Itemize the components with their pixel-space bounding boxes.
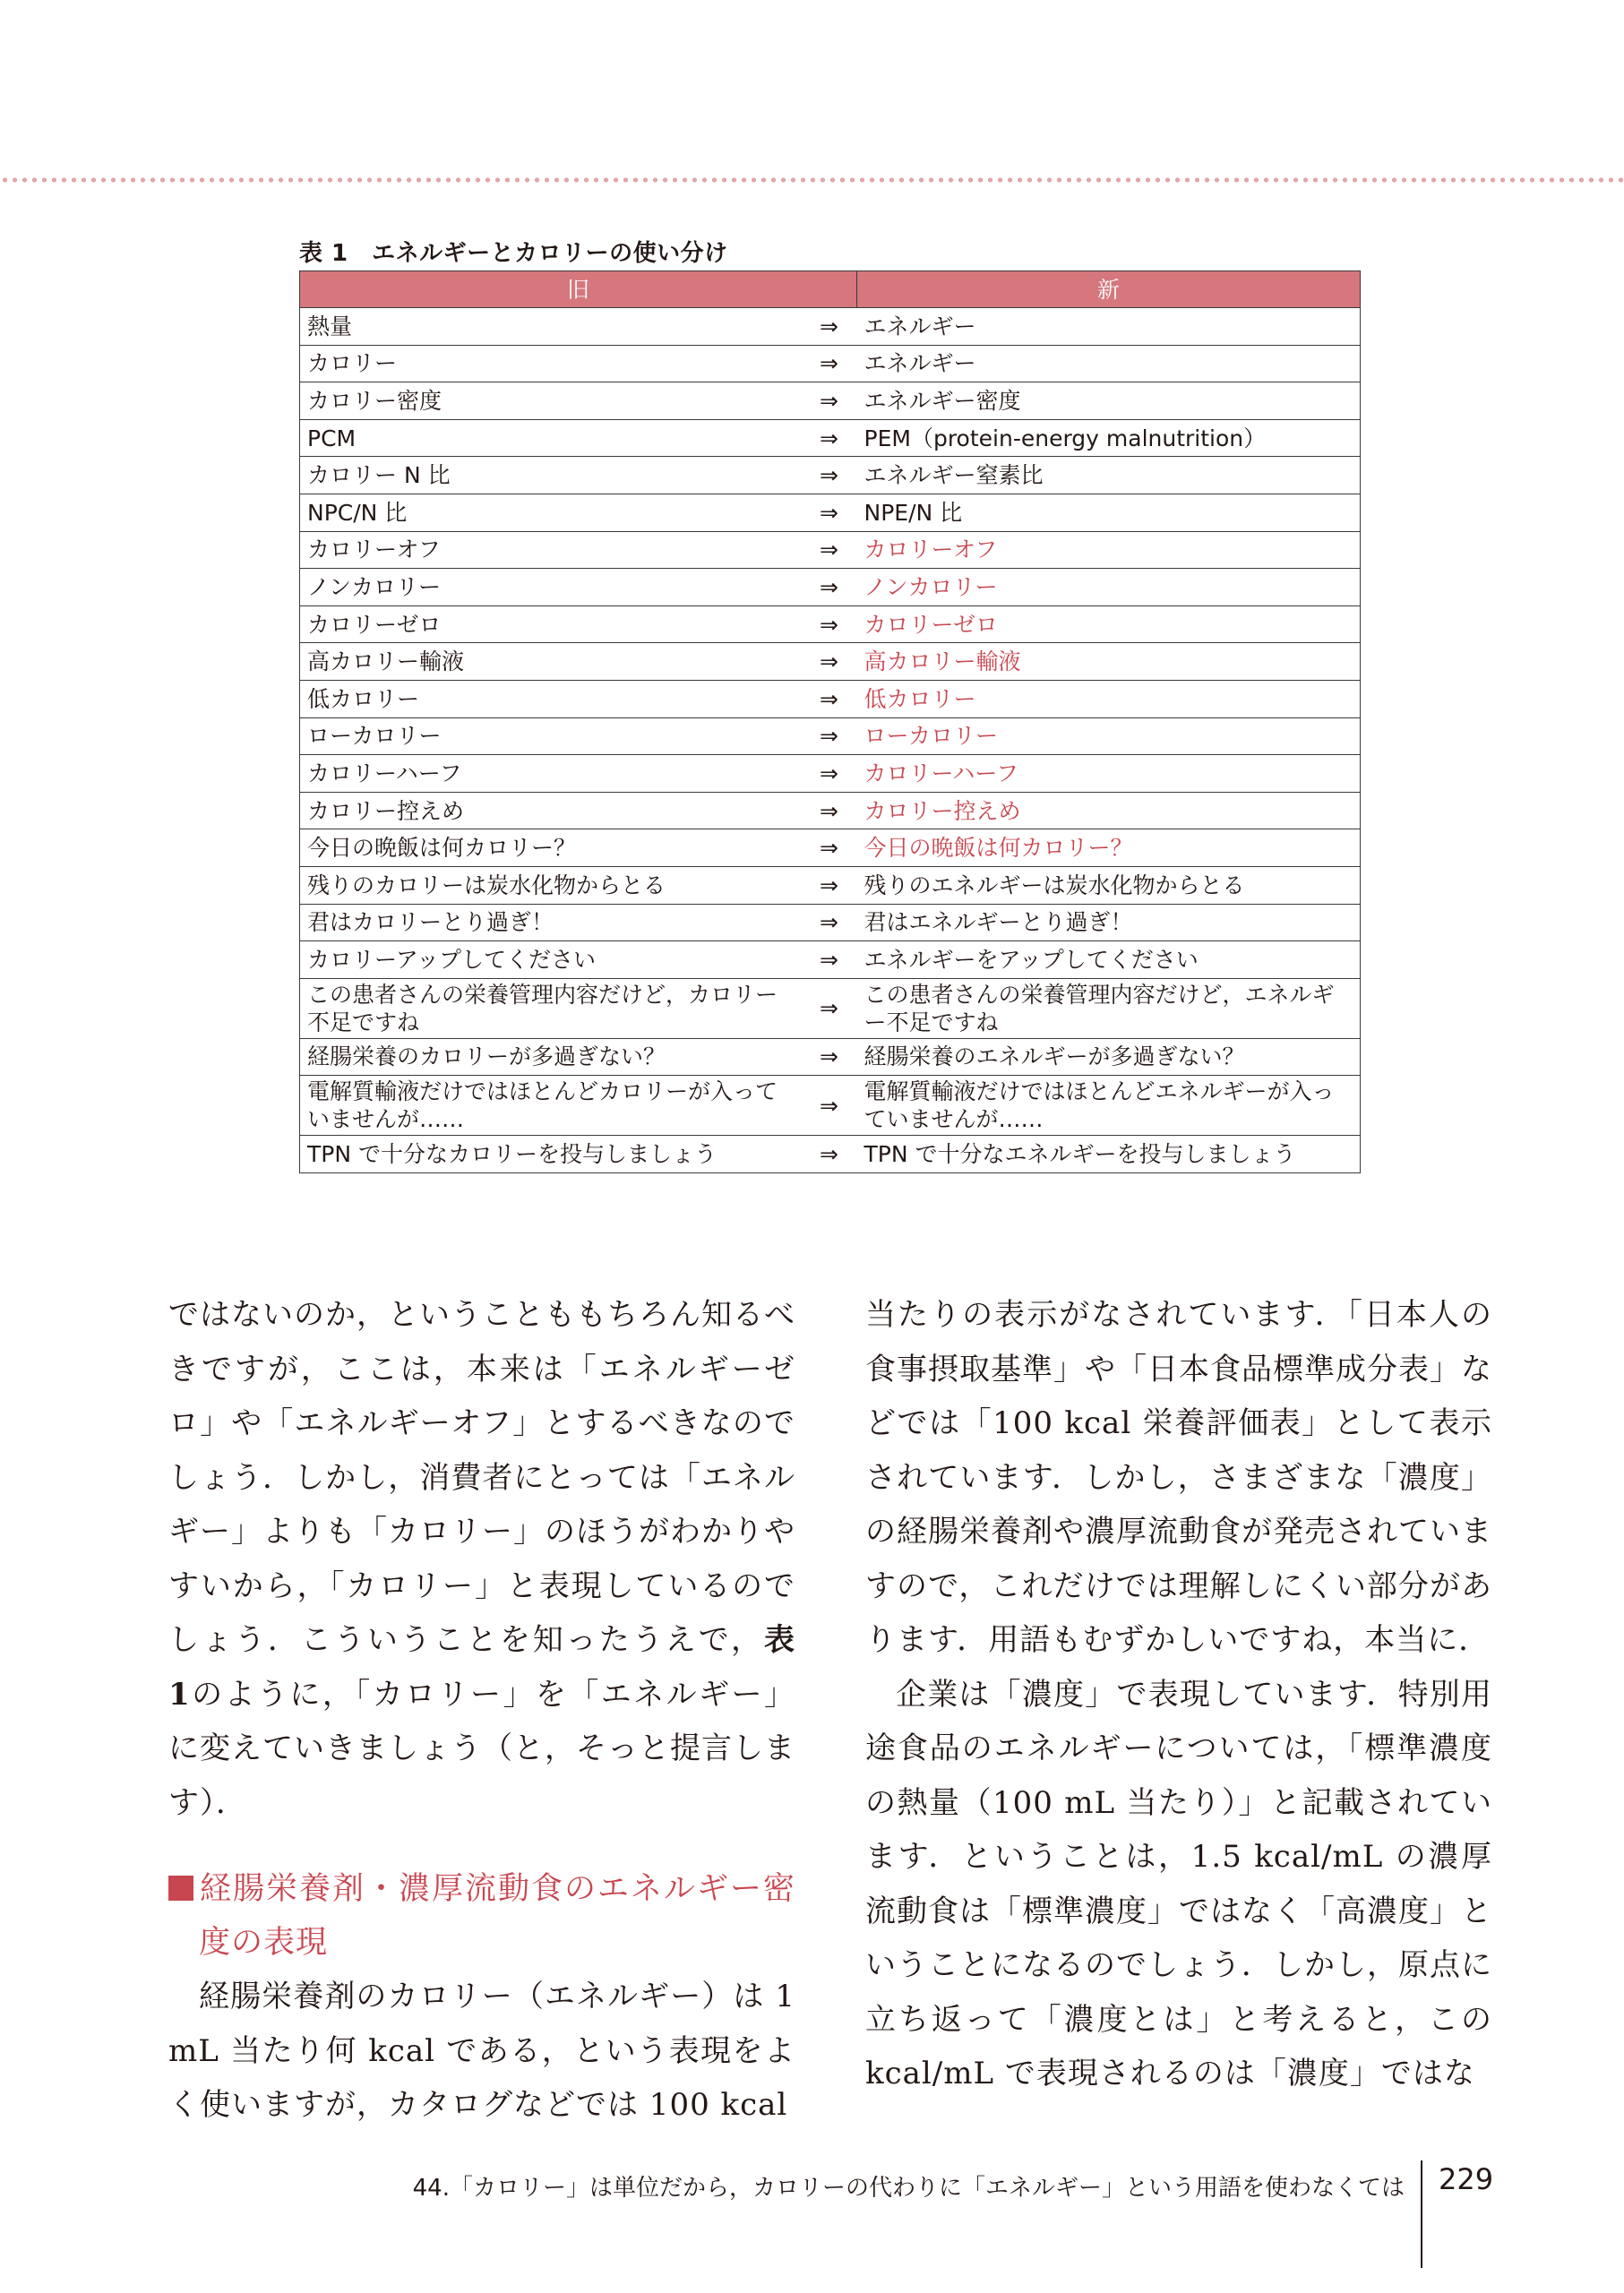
cell-old: カロリーハーフ	[300, 755, 802, 793]
cell-new: エネルギー	[857, 345, 1361, 382]
header-new: 新	[857, 271, 1361, 308]
section-heading	[168, 1862, 795, 1970]
cell-old: 経腸栄養のカロリーが多過ぎない？	[300, 1038, 802, 1076]
cell-old: 電解質輸液だけではほとんどカロリーが入っていませんが……	[300, 1076, 802, 1136]
cell-new: 今日の晩飯は何カロリー？	[857, 829, 1361, 867]
arrow-icon: ⇒	[802, 345, 857, 382]
cell-new: ノンカロリー	[857, 569, 1361, 606]
cell-old: ローカロリー	[300, 717, 802, 755]
cell-old: NPC/N 比	[300, 494, 802, 531]
cell-new: ローカロリー	[857, 717, 1361, 755]
cell-new: エネルギー	[857, 308, 1361, 346]
table-row	[300, 829, 1361, 867]
dotted-rule	[0, 177, 1624, 183]
cell-old: 君はカロリーとり過ぎ！	[300, 904, 802, 941]
square-bullet-icon	[168, 1876, 193, 1901]
arrow-icon: ⇒	[802, 755, 857, 793]
table-row	[300, 941, 1361, 979]
table-row	[300, 1076, 1361, 1136]
cell-new: エネルギー窒素比	[857, 457, 1361, 494]
paragraph: 企業は「濃度」で表現しています．特別用途食品のエネルギーについては，「標準濃度の熱量（100 mL 当たり）」と記載されています．ということは，1.5 kcal/mL の濃厚流動食は「標準濃度」ではなく「高濃度」ということになるのでしょう．しかし，原点に立ち返って「濃度とは」と考えると，この kcal/mL で表現されるのは「濃度」ではな	[865, 1676, 1492, 2091]
cell-old: 残りのカロリーは炭水化物からとる	[300, 866, 802, 904]
cell-new: 低カロリー	[857, 680, 1361, 717]
arrow-icon: ⇒	[802, 829, 857, 867]
arrow-icon: ⇒	[802, 941, 857, 979]
cell-new: 高カロリー輸液	[857, 643, 1361, 681]
cell-new: エネルギー密度	[857, 382, 1361, 420]
paragraph: 経腸栄養剤のカロリー（エネルギー）は 1 mL 当たり何 kcal である，という表現をよく使いますが，カタログなどでは 100 kcal	[168, 1979, 795, 2123]
cell-new: TPN で十分なエネルギーを投与しましょう	[857, 1136, 1361, 1173]
arrow-icon: ⇒	[802, 904, 857, 941]
arrow-icon: ⇒	[802, 792, 857, 829]
cell-old: 高カロリー輸液	[300, 643, 802, 681]
table-row	[300, 1136, 1361, 1173]
cell-new: 電解質輸液だけではほとんどエネルギーが入っていませんが……	[857, 1076, 1361, 1136]
left-column	[168, 1288, 795, 2133]
header-old: 旧	[300, 271, 857, 308]
table-row	[300, 1038, 1361, 1076]
table-body	[300, 308, 1361, 1173]
cell-new: NPE/N 比	[857, 494, 1361, 531]
table-row	[300, 904, 1361, 941]
table-row	[300, 866, 1361, 904]
table-row	[300, 531, 1361, 569]
arrow-icon: ⇒	[802, 866, 857, 904]
cell-new: この患者さんの栄養管理内容だけど，エネルギー不足ですね	[857, 978, 1361, 1038]
paragraph: 当たりの表示がなされています．「日本人の食事摂取基準」や「日本食品標準成分表」などでは「100 kcal 栄養評価表」として表示されています．しかし，さまざまな「濃度」の経腸栄養剤や濃厚流動食が発売されていますので，これだけでは理解しにくい部分があります．用語もむずかしいですね，本当に．	[865, 1297, 1492, 1658]
right-column	[865, 1288, 1492, 2101]
running-footer: 44.「カロリー」は単位だから，カロリーの代わりに「エネルギー」という用語を使わなくては	[412, 2175, 1405, 2202]
cell-new: カロリー控えめ	[857, 792, 1361, 829]
table-row	[300, 308, 1361, 346]
cell-old: ノンカロリー	[300, 569, 802, 606]
cell-new: カロリーオフ	[857, 531, 1361, 569]
cell-old: 低カロリー	[300, 680, 802, 717]
page-number: 229	[1439, 2162, 1494, 2196]
table-row	[300, 717, 1361, 755]
arrow-icon: ⇒	[802, 605, 857, 643]
footer-divider	[1421, 2160, 1422, 2268]
arrow-icon: ⇒	[802, 1076, 857, 1136]
table-row	[300, 345, 1361, 382]
cell-new: カロリーゼロ	[857, 605, 1361, 643]
cell-old: PCM	[300, 419, 802, 457]
cell-old: カロリー N 比	[300, 457, 802, 494]
paragraph	[168, 1288, 795, 1830]
paragraph-text: のように，「カロリー」を「エネルギー」に変えていきましょう（と，そっと提言します）．	[168, 1676, 795, 1821]
cell-new: PEM（protein-energy malnutrition）	[857, 419, 1361, 457]
arrow-icon: ⇒	[802, 457, 857, 494]
table-row	[300, 494, 1361, 531]
arrow-icon: ⇒	[802, 1136, 857, 1173]
cell-old: カロリーアップしてください	[300, 941, 802, 979]
arrow-icon: ⇒	[802, 643, 857, 681]
arrow-icon: ⇒	[802, 1038, 857, 1076]
table-header-row	[300, 271, 1361, 308]
cell-old: カロリーゼロ	[300, 605, 802, 643]
cell-new: エネルギーをアップしてください	[857, 941, 1361, 979]
cell-new: 経腸栄養のエネルギーが多過ぎない？	[857, 1038, 1361, 1076]
table-row	[300, 382, 1361, 420]
cell-old: カロリーオフ	[300, 531, 802, 569]
cell-new: 残りのエネルギーは炭水化物からとる	[857, 866, 1361, 904]
paragraph-text: ではないのか，ということももちろん知るべきですが，ここは，本来は「エネルギーゼロ」や「エネルギーオフ」とするべきなのでしょう．しかし，消費者にとっては「エネルギー」よりも「カロリー」のほうがわかりやすいから，「カロリー」と表現しているのでしょう．こういうことを知ったうえで，	[168, 1297, 795, 1658]
energy-calorie-table	[299, 271, 1361, 1173]
arrow-icon: ⇒	[802, 717, 857, 755]
cell-old: カロリー控えめ	[300, 792, 802, 829]
table-row	[300, 457, 1361, 494]
table-ref: 表 1	[168, 1622, 795, 1713]
arrow-icon: ⇒	[802, 569, 857, 606]
arrow-icon: ⇒	[802, 308, 857, 346]
arrow-icon: ⇒	[802, 494, 857, 531]
arrow-icon: ⇒	[802, 680, 857, 717]
table-row	[300, 643, 1361, 681]
arrow-icon: ⇒	[802, 382, 857, 420]
table-row	[300, 792, 1361, 829]
table-row	[300, 680, 1361, 717]
cell-old: カロリー密度	[300, 382, 802, 420]
table-row	[300, 978, 1361, 1038]
cell-new: 君はエネルギーとり過ぎ！	[857, 904, 1361, 941]
cell-new: カロリーハーフ	[857, 755, 1361, 793]
cell-old: TPN で十分なカロリーを投与しましょう	[300, 1136, 802, 1173]
table-row	[300, 755, 1361, 793]
cell-old: この患者さんの栄養管理内容だけど，カロリー不足ですね	[300, 978, 802, 1038]
table-row	[300, 419, 1361, 457]
section-heading-text: 経腸栄養剤・濃厚流動食のエネルギー密度の表現	[199, 1871, 795, 1961]
arrow-icon: ⇒	[802, 531, 857, 569]
table-row	[300, 569, 1361, 606]
arrow-icon: ⇒	[802, 419, 857, 457]
cell-old: 熱量	[300, 308, 802, 346]
table-row	[300, 605, 1361, 643]
arrow-icon: ⇒	[802, 978, 857, 1038]
table-caption: 表 1 エネルギーとカロリーの使い分け	[299, 240, 728, 267]
cell-old: カロリー	[300, 345, 802, 382]
cell-old: 今日の晩飯は何カロリー？	[300, 829, 802, 867]
